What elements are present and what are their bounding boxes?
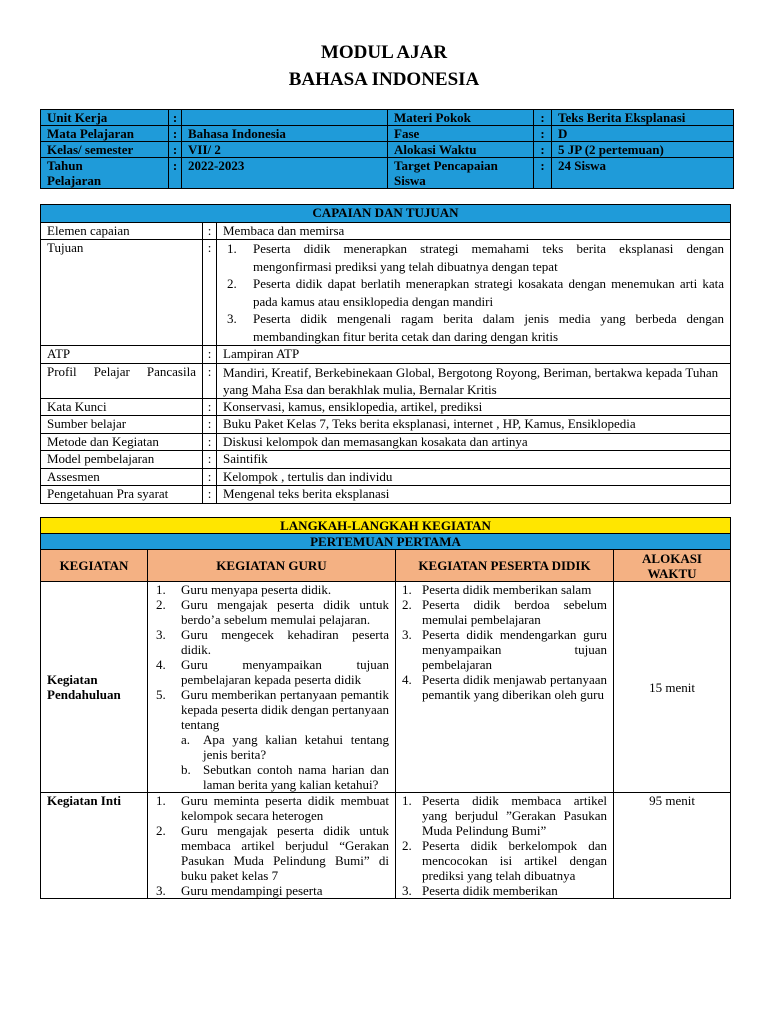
langkah-table [40,517,731,899]
colon: : [169,110,182,126]
module-title: MODUL AJAR [320,42,448,63]
info-value [182,110,388,126]
colon: : [203,468,217,486]
info-value: 5 JP (2 pertemuan) [552,142,734,158]
list-item: 3. Peserta didik memberikan [402,883,558,898]
colon: : [203,363,217,398]
pengetahuan-value: Mengenal teks berita eksplanasi [217,486,731,504]
list-item: 3. Guru mendampingi peserta [156,883,323,898]
pertemuan-heading: PERTEMUAN PERTAMA [41,534,731,550]
list-item: a. Apa yang kalian ketahui tentang jenis berita? [181,732,389,762]
list-item: 5. Guru memberikan pertanyaan pemantik kepada peserta didik dengan pertanyaan tentang [156,687,389,732]
list-item: 1. Guru menyapa peserta didik. [156,582,332,597]
info-value: 2022-2023 [182,158,388,189]
kegiatan-label: Kegiatan Inti [41,793,148,899]
colon: : [534,110,552,126]
list-item: 2. Guru mengajak peserta didik untuk berdo’a sebelum memulai pelajaran. [156,597,389,627]
column-header: ALOKASI WAKTU [614,550,731,582]
sumber-label: Sumber belajar [41,416,203,434]
siswa-list [396,793,614,899]
list-item: b. Sebutkan contoh nama harian dan laman berita yang kalian ketahui? [181,762,389,792]
pendahuluan-row [41,582,731,793]
guru-list [148,793,396,899]
colon: : [203,346,217,364]
info-value: Bahasa Indonesia [182,126,388,142]
info-label: Materi Pokok [388,110,534,126]
colon: : [534,158,552,189]
colon: : [169,158,182,189]
kata-kunci-value: Konservasi, kamus, ensiklopedia, artikel, prediksi [217,398,731,416]
colon: : [203,240,217,346]
assesmen-row [41,468,731,486]
list-item: 2. Peserta didik dapat berlatih menerapkan strategi kosakata dengan menemukan arti kata pada kamus atau ensiklopedia dengan mandiri [227,276,724,309]
list-item: 1. Guru meminta peserta didik membuat kelompok secara heterogen [156,793,389,823]
list-item: 4. Guru menyampaikan tujuan pembelajaran kepada peserta didik [156,657,389,687]
info-row [41,126,734,142]
column-header-row [41,550,731,582]
list-item: 3. Peserta didik mendengarkan guru menyampaikan tujuan pembelajaran [402,627,607,672]
colon: : [534,126,552,142]
info-label: Fase [388,126,534,142]
list-item: 3. Peserta didik mengenali ragam berita dalam jenis media yang berbeda dengan membandingkan fitur berita cetak dan daring dengan kritis [227,311,724,344]
info-label: Mata Pelajaran [41,126,169,142]
info-row [41,158,734,189]
sumber-row [41,416,731,434]
profil-label: Profil Pelajar Pancasila [41,363,203,398]
info-label: Tahun Pelajaran [41,158,169,189]
atp-value: Lampiran ATP [217,346,731,364]
tujuan-row [41,240,731,346]
colon: : [203,486,217,504]
colon: : [534,142,552,158]
info-value: 24 Siswa [552,158,734,189]
info-value: VII/ 2 [182,142,388,158]
subject-title: BAHASA INDONESIA [288,69,480,90]
info-label: Alokasi Waktu [388,142,534,158]
kata-kunci-label: Kata Kunci [41,398,203,416]
capaian-heading: CAPAIAN DAN TUJUAN [41,205,731,223]
metode-value: Diskusi kelompok dan memasangkan kosakata dan artinya [217,433,731,451]
colon: : [203,416,217,434]
list-item: 2. Guru mengajak peserta didik untuk membaca artikel berjudul “Gerakan Pasukan Muda Pelindung Bumi” di buku paket kelas 7 [156,823,389,883]
model-label: Model pembelajaran [41,451,203,469]
metode-label: Metode dan Kegiatan [41,433,203,451]
model-value: Saintifik [217,451,731,469]
list-item: 4. Peserta didik menjawab pertanyaan pemantik yang diberikan oleh guru [402,672,607,702]
colon: : [203,398,217,416]
elemen-value: Membaca dan memirsa [217,222,731,240]
pengetahuan-label: Pengetahuan Pra syarat [41,486,203,504]
colon: : [203,433,217,451]
kata-kunci-row [41,398,731,416]
list-item: 1. Peserta didik memberikan salam [402,582,592,597]
colon: : [203,222,217,240]
model-row [41,451,731,469]
capaian-table [40,204,731,504]
info-row [41,110,734,126]
inti-row [41,793,731,899]
profil-row [41,363,731,398]
column-header: KEGIATAN [41,550,148,582]
colon: : [169,142,182,158]
info-value: Teks Berita Eksplanasi [552,110,734,126]
info-label: Target Pencapaian Siswa [388,158,534,189]
elemen-label: Elemen capaian [41,222,203,240]
assesmen-label: Assesmen [41,468,203,486]
info-value: D [552,126,734,142]
column-header: KEGIATAN GURU [148,550,396,582]
alokasi-waktu: 15 menit [614,582,731,793]
langkah-heading: LANGKAH-LANGKAH KEGIATAN [41,518,731,534]
info-label: Unit Kerja [41,110,169,126]
siswa-list [396,582,614,793]
column-header: KEGIATAN PESERTA DIDIK [396,550,614,582]
assesmen-value: Kelompok , tertulis dan individu [217,468,731,486]
elemen-row [41,222,731,240]
colon: : [169,126,182,142]
atp-row [41,346,731,364]
list-item: 2. Peserta didik berdoa sebelum memulai pembelajaran [402,597,607,627]
sumber-value: Buku Paket Kelas 7, Teks berita eksplanasi, internet , HP, Kamus, Ensiklopedia [217,416,731,434]
list-item: 3. Guru mengecek kehadiran peserta didik. [156,627,389,657]
info-table [40,109,734,189]
kegiatan-label: Kegiatan Pendahuluan [41,582,148,793]
guru-list [148,582,396,793]
pengetahuan-row [41,486,731,504]
tujuan-list [217,240,731,346]
list-item: 1. Peserta didik membaca artikel yang berjudul ”Gerakan Pasukan Muda Pelindung Bumi” [402,793,607,838]
info-row [41,142,734,158]
list-item: 2. Peserta didik berkelompok dan mencocokan isi artikel dengan prediksi yang telah dibuatnya [402,838,607,883]
alokasi-waktu: 95 menit [614,793,731,899]
metode-row [41,433,731,451]
info-label: Kelas/ semester [41,142,169,158]
profil-value: Mandiri, Kreatif, Berkebinekaan Global, Bergotong Royong, Beriman, bertakwa kepada Tuhan yang Maha Esa dan berakhlak mulia, Bernalar Kritis [217,363,731,398]
list-item: 1. Peserta didik menerapkan strategi memahami teks berita eksplanasi dengan mengonfirmasi prediksi yang telah dibuatnya dengan tepat [227,241,724,274]
tujuan-label: Tujuan [41,240,203,346]
colon: : [203,451,217,469]
atp-label: ATP [41,346,203,364]
